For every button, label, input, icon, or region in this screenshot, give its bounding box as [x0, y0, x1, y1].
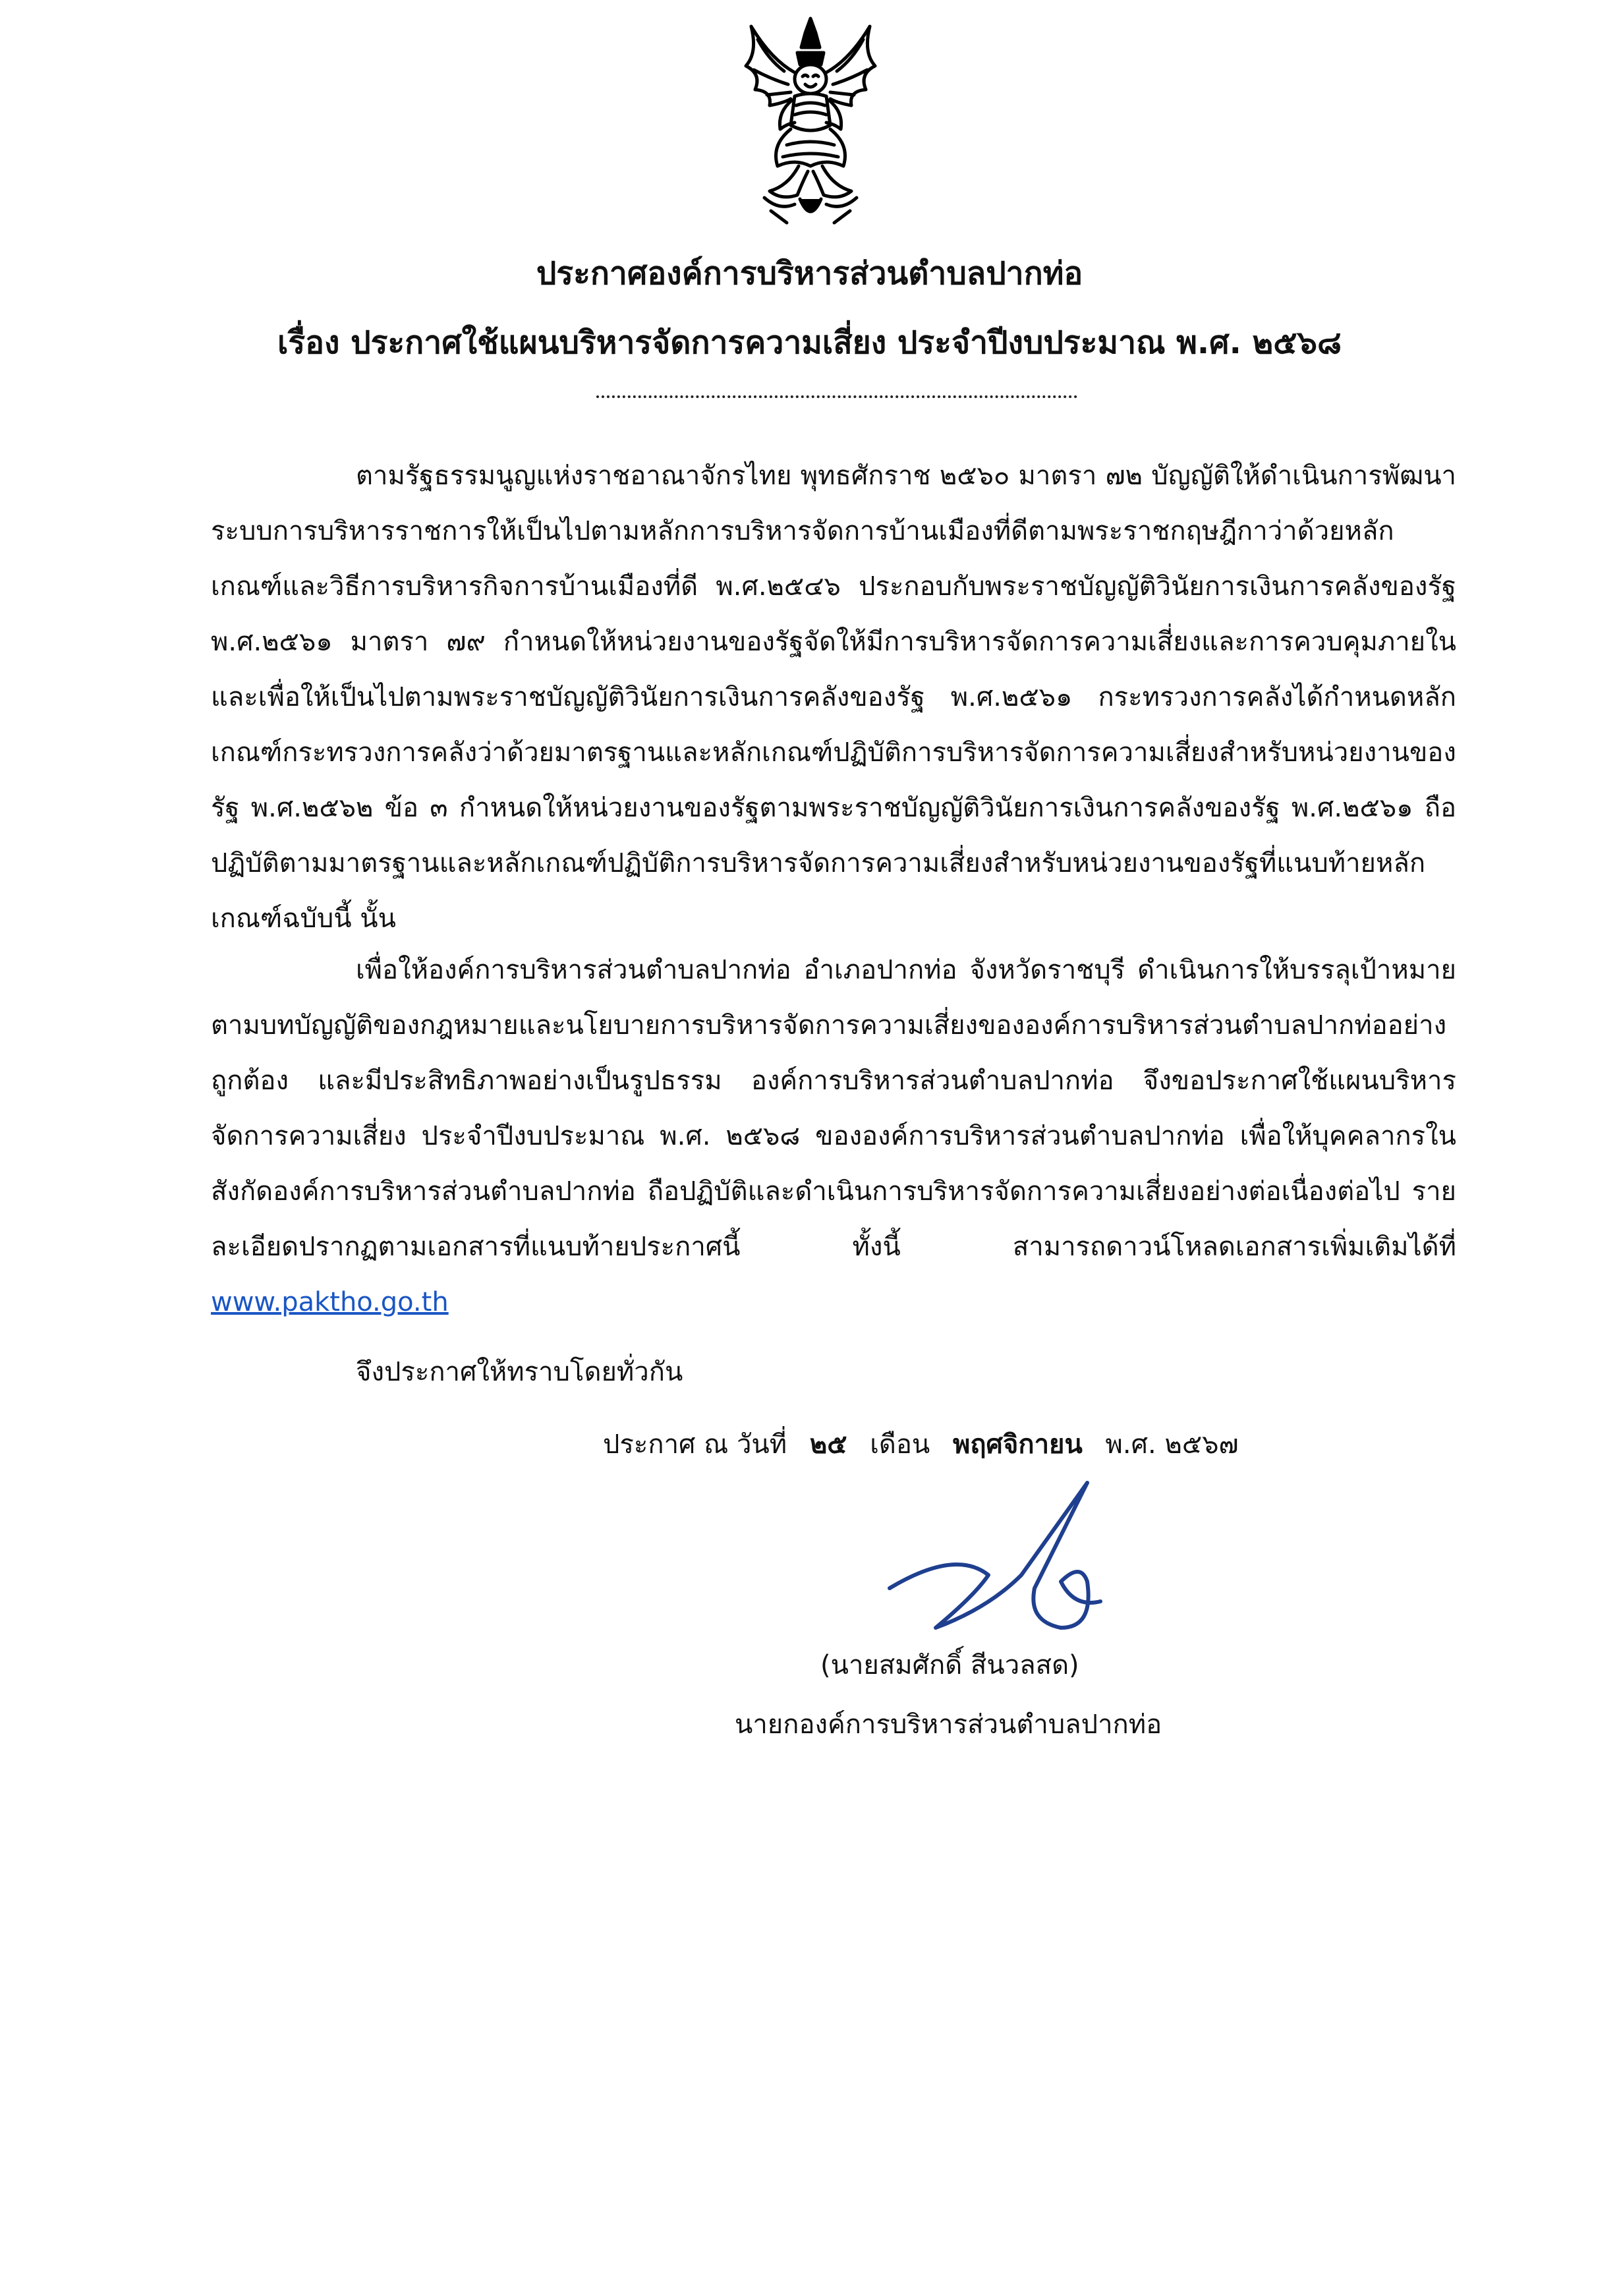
signatory-name: (นายสมศักดิ์ สีนวลสด)	[820, 1650, 1079, 1680]
announcement-date	[603, 1417, 1239, 1472]
website-link[interactable]: www.paktho.go.th	[211, 1287, 449, 1317]
date-day: ๒๕	[809, 1429, 847, 1460]
document-subject: เรื่อง ประกาศใช้แผนบริหารจัดการความเสี่ยง ประจำปีงบประมาณ พ.ศ. ๒๕๖๘	[277, 324, 1342, 361]
closing-statement: จึงประกาศให้ทราบโดยทั่วกัน	[356, 1357, 683, 1387]
signatory-position: นายกองค์การบริหารส่วนตำบลปากท่อ	[735, 1709, 1162, 1740]
handwritten-signature	[876, 1476, 1153, 1648]
body-paragraph-2	[211, 942, 1456, 1330]
date-prefix: ประกาศ ณ วันที่	[603, 1429, 787, 1460]
body-paragraph-2-text: เพื่อให้องค์การบริหารส่วนตำบลปากท่อ อำเภอปากท่อ จังหวัดราชบุรี ดำเนินการให้บรรลุเป้าหมายตามบทบัญญัติของกฎหมายและนโยบายการบริหารจัดการความเสี่ยงขององค์การบริหารส่วนตำบลปากท่ออย่างถูกต้อง และมีประสิทธิภาพอย่างเป็นรูปธรรม องค์การบริหารส่วนตำบลปากท่อ จึงขอประกาศใช้แผนบริหารจัดการความเสี่ยง ประจำปีงบประมาณ พ.ศ. ๒๕๖๘ ขององค์การบริหารส่วนตำบลปากท่อ เพื่อให้บุคคลากรในสังกัดองค์การบริหารส่วนตำบลปากท่อ ถือปฏิบัติและดำเนินการบริหารจัดการความเสี่ยงอย่างต่อเนื่องต่อไป รายละเอียดปรากฏตามเอกสารที่แนบท้ายประกาศนี้ ทั้งนี้ สามารถดาวน์โหลดเอกสารเพิ่มเติมได้ที่	[211, 955, 1456, 1262]
document-title: ประกาศองค์การบริหารส่วนตำบลปากท่อ	[536, 255, 1083, 292]
date-month: พฤศจิกายน	[952, 1429, 1083, 1460]
title-divider	[596, 395, 1077, 398]
body-paragraph-1: ตามรัฐธรรมนูญแห่งราชอาณาจักรไทย พุทธศักราช ๒๕๖๐ มาตรา ๗๒ บัญญัติให้ดำเนินการพัฒนาระบบการบริหารราชการให้เป็นไปตามหลักการบริหารจัดการบ้านเมืองที่ดีตามพระราชกฤษฎีกาว่าด้วยหลักเกณฑ์และวิธีการบริหารกิจการบ้านเมืองที่ดี พ.ศ.๒๕๔๖ ประกอบกับพระราชบัญญัติวินัยการเงินการคลังของรัฐ พ.ศ.๒๕๖๑ มาตรา ๗๙ กำหนดให้หน่วยงานของรัฐจัดให้มีการบริหารจัดการความเสี่ยงและการควบคุมภายใน และเพื่อให้เป็นไปตามพระราชบัญญัติวินัยการเงินการคลังของรัฐ พ.ศ.๒๕๖๑ กระทรวงการคลังได้กำหนดหลักเกณฑ์กระทรวงการคลังว่าด้วยมาตรฐานและหลักเกณฑ์ปฏิบัติการบริหารจัดการความเสี่ยงสำหรับหน่วยงานของรัฐ พ.ศ.๒๕๖๒ ข้อ ๓ กำหนดให้หน่วยงานของรัฐตามพระราชบัญญัติวินัยการเงินการคลังของรัฐ พ.ศ.๒๕๖๑ ถือปฏิบัติตามมาตรฐานและหลักเกณฑ์ปฏิบัติการบริหารจัดการความเสี่ยงสำหรับหน่วยงานของรัฐที่แนบท้ายหลักเกณฑ์ฉบับนี้ นั้น	[211, 461, 1456, 934]
date-year: พ.ศ. ๒๕๖๗	[1105, 1429, 1239, 1460]
garuda-emblem-icon	[731, 13, 890, 231]
date-month-label: เดือน	[870, 1429, 930, 1460]
